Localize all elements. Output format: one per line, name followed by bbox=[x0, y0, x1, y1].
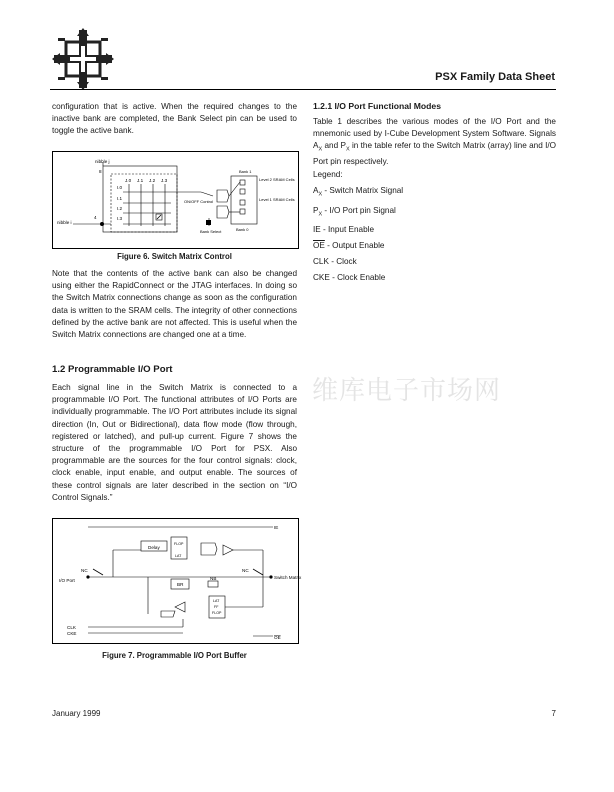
mux-shape bbox=[217, 190, 229, 202]
output-mux bbox=[161, 611, 175, 617]
document-title: PSX Family Data Sheet bbox=[435, 71, 555, 83]
row-label-3: I.3 bbox=[117, 216, 123, 221]
label-delay: Delay bbox=[148, 545, 160, 550]
after-fig6-paragraph: Note that the contents of the active bank can also be changed using either the RapidConnect or the JTAG interfaces. In doing so the Switch Matrix connections change as soon as the configuration data is written to the SRAM cells. The integrity of other connections defined by the active bank are not affected. This is useful when the Switch Matrix connections are changed one at a time. bbox=[52, 269, 297, 340]
company-logo bbox=[52, 28, 114, 90]
legend-item-clk: CLK - Clock bbox=[313, 257, 357, 267]
io-port-buffer-diagram bbox=[53, 519, 302, 643]
header-rule bbox=[50, 89, 556, 90]
figure-7-box bbox=[52, 518, 302, 644]
functional-modes-paragraph: Table 1 describes the various modes of the I/O Port and the mnemonic used by I-Cube Development System Software. Signals $A_X$ and $P_X$ in the table refer to the Switch Matrix (array) line and I/O Port pin respectively. bbox=[313, 117, 557, 167]
label-oe: OE bbox=[274, 635, 281, 640]
label-marker-top: 8 bbox=[99, 169, 102, 174]
label-br: BR bbox=[177, 582, 184, 587]
bank-select-pin-icon bbox=[206, 220, 211, 225]
section-heading-io-port: 1.2 Programmable I/O Port bbox=[52, 364, 173, 375]
row-label-1: I.1 bbox=[117, 196, 123, 201]
legend-item-ax: $A_X$ - Switch Matrix Signal bbox=[313, 186, 404, 198]
label-bank-select: Bank Select bbox=[200, 229, 222, 234]
io-port-pin-icon bbox=[86, 575, 89, 578]
legend-title: Legend: bbox=[313, 170, 343, 179]
watermark-text: 维库电子市场网 bbox=[312, 376, 502, 406]
label-nc-right: NC bbox=[242, 568, 249, 573]
input-mux bbox=[201, 543, 217, 555]
figure-6-caption: Figure 6. Switch Matrix Control bbox=[117, 252, 232, 261]
label-nb: NB bbox=[210, 576, 217, 581]
label-lat: LAT bbox=[175, 554, 182, 558]
footer-date: January 1999 bbox=[52, 709, 101, 718]
label-bank0: Bank 0 bbox=[236, 227, 249, 232]
col-label-3: J.3 bbox=[161, 178, 168, 183]
switch-matrix-node-icon bbox=[269, 575, 272, 578]
legend-item-ie: IE - Input Enable bbox=[313, 225, 375, 235]
label-nibble-i: nibble i bbox=[57, 220, 72, 225]
legend-list bbox=[313, 185, 403, 284]
label-marker-left: 4 bbox=[94, 215, 97, 220]
label-nc-left: NC bbox=[81, 568, 88, 573]
input-buffer-triangle bbox=[223, 545, 233, 555]
intro-paragraph: configuration that is active. When the required changes to the inactive bank are completed, the Bank Select pin can be used to toggle the active bank. bbox=[52, 102, 297, 136]
io-port-paragraph: Each signal line in the Switch Matrix is connected to a programmable I/O Port. The functional attributes of I/O Ports are individually programmable. The I/O Port attributes include its signal direction (In, Out or Bidirectional), data flow mode (flow through, registered or latched), and pull-up current. Figure 7 shows the structure of the programmable I/O Port for PSX. Also programmable are the sources for the four control signals: clock, clock enable, input enable, and output enable. The sources of these control signals are later described in the section on “I/O Control Signals.” bbox=[52, 383, 297, 502]
col-label-2: J.2 bbox=[149, 178, 156, 183]
label-bank1: Bank 1 bbox=[239, 169, 252, 174]
label-flop2: FLOP bbox=[212, 611, 222, 615]
label-clk: CLK bbox=[67, 625, 76, 630]
legend-item-cke: CKE - Clock Enable bbox=[313, 273, 386, 283]
label-lat2: LAT bbox=[213, 599, 220, 603]
legend-item-px: $P_X - I/O$ Port pin Signal bbox=[313, 205, 396, 218]
legend-item-oe: $\overline{OE}$ - Output Enable bbox=[313, 241, 385, 251]
nb-block bbox=[208, 581, 218, 587]
label-switch-matrix: Switch Matrix bbox=[274, 575, 302, 580]
label-on-off: ON/OFF Control bbox=[184, 199, 214, 204]
nibble-j-frame bbox=[103, 166, 177, 232]
col-label-0: J.0 bbox=[125, 178, 132, 183]
switch-matrix-control-diagram bbox=[53, 152, 298, 248]
col-label-1: J.1 bbox=[137, 178, 144, 183]
row-label-2: I.2 bbox=[117, 206, 123, 211]
label-nibble-j: nibble j bbox=[95, 159, 110, 164]
label-flop: FLOP bbox=[174, 542, 184, 546]
figure-7-caption: Figure 7. Programmable I/O Port Buffer bbox=[102, 651, 247, 660]
label-ff2: FF bbox=[214, 605, 219, 609]
label-level2: Level 2 SRAM Cells bbox=[259, 177, 295, 182]
row-label-0: I.0 bbox=[117, 185, 123, 190]
label-io-port: I/O Port bbox=[59, 578, 75, 583]
footer-page-number: 7 bbox=[551, 709, 556, 718]
label-level1: Level 1 SRAM Cells bbox=[259, 197, 295, 202]
subheading-functional-modes: 1.2.1 I/O Port Functional Modes bbox=[313, 101, 441, 111]
figure-6-box bbox=[52, 151, 299, 249]
output-buffer-triangle bbox=[175, 602, 185, 612]
label-cke: CKE bbox=[67, 631, 77, 636]
label-ie: IE bbox=[274, 525, 279, 530]
